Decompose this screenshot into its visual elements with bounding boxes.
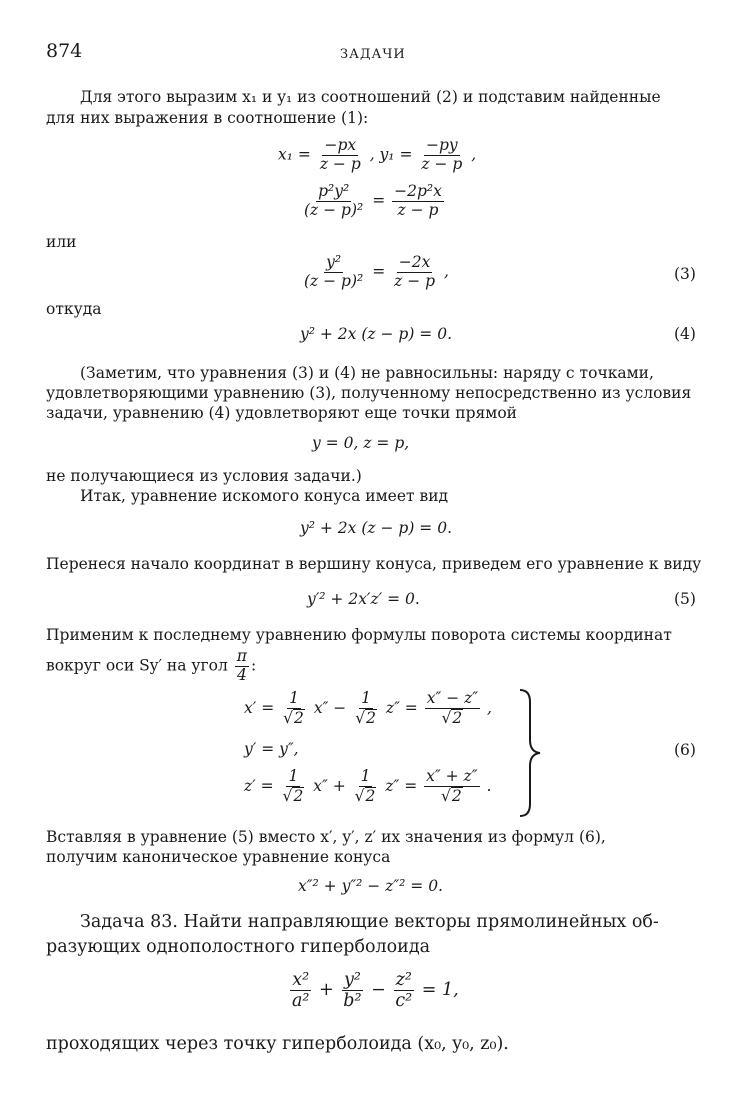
page-number: 874 <box>46 40 83 62</box>
substitution-line-1: Вставляя в уравнение (5) вместо x′, y′, z′ их значения из формул (6), <box>46 828 606 846</box>
cone-equation: y² + 2x (z − p) = 0. <box>300 519 452 537</box>
hyperboloid-equation: $\frac{\text{x²}}{\text{a²}}$ + $\frac{\text{y²}}{\text{b²}}$ − $\frac{\text{z²}}{\text{c²}}$ = 1, <box>292 970 459 1012</box>
running-title: ЗАДАЧИ <box>340 47 406 62</box>
fraction: $\frac{\text{y²}}{\text{(z − p)²}}$ <box>304 253 364 290</box>
task-83-line-2: разующих однополостного гиперболоида <box>46 937 431 957</box>
equation-4: y² + 2x (z − p) = 0. <box>300 325 452 343</box>
fraction: $\frac{-py}{z - p}$ <box>421 136 463 173</box>
note-line-4: не получающиеся из условия задачи.) <box>46 467 362 485</box>
canonical-equation: x″² + y″² − z″² = 0. <box>298 877 443 895</box>
right-brace <box>518 688 542 818</box>
word-or: или <box>46 233 77 251</box>
note-line-2: удовлетворяющими уравнению (3), полученному непосредственно из условия <box>46 384 692 402</box>
equation-4-label: (4) <box>674 325 696 343</box>
word-whence: откуда <box>46 300 102 318</box>
shift-line: Перенеся начало координат в вершину конуса, приведем его уравнение к виду <box>46 555 702 573</box>
note-line-3: задачи, уравнению (4) удовлетворяют еще точки прямой <box>46 404 517 422</box>
fraction-pi-over-4: $\frac{\pi}{4}$ <box>236 647 247 684</box>
fraction: $\frac{-2x}{z - p}$ <box>394 253 436 290</box>
fraction: $\frac{\text{p²y²}}{\text{(z − p)²}}$ <box>304 182 364 219</box>
equation-3: $\frac{\text{y²}}{\text{(z − p)²}}$ = $\frac{-2x}{z - p}$ , <box>304 253 449 290</box>
equation-3-label: (3) <box>674 265 696 283</box>
note-line-1: (Заметим, что уравнения (3) и (4) не равносильны: наряду с точками, <box>80 364 654 382</box>
task-83-line-1: Задача 83. Найти направляющие векторы прямолинейных об- <box>80 912 659 932</box>
rotation-formula-x: x′ = $\frac{1}{√2}$ x″ − $\frac{1}{√2}$ z″ = $\frac{x'' - z''}{√2}$ , <box>244 689 492 727</box>
fraction: $\frac{\text{−2p²x}}{z - p}$ <box>394 182 442 219</box>
substitution-line-2: получим каноническое уравнение конуса <box>46 848 391 866</box>
fraction: $\frac{-px}{z - p}$ <box>319 136 361 173</box>
intro-line-1: Для этого выразим x₁ и y₁ из соотношений (2) и подставим найденные <box>80 88 661 106</box>
equation-6-label: (6) <box>674 741 696 759</box>
rotation-formula-y: y′ = y″, <box>244 740 299 758</box>
equation-x1-y1: x₁ = $\frac{-px}{z - p}$ , y₁ = $\frac{-py}{z - p}$ , <box>278 136 477 173</box>
equation-substituted: $\frac{\text{p²y²}}{\text{(z − p)²}}$ = $\frac{\text{−2p²x}}{z - p}$ <box>304 182 442 219</box>
line-equation: y = 0, z = p, <box>312 434 410 452</box>
rotation-line-2: вокруг оси Sy′ на угол $\frac{\pi}{4}$ : <box>46 647 257 684</box>
rotation-line-1: Применим к последнему уравнению формулы поворота системы координат <box>46 626 672 644</box>
final-line: проходящих через точку гиперболоида (x₀, y₀, z₀). <box>46 1034 509 1054</box>
equation-5: y′² + 2x′z′ = 0. <box>307 590 420 608</box>
intro-line-2: для них выражения в соотношение (1): <box>46 109 369 127</box>
equation-5-label: (5) <box>674 590 696 608</box>
rotation-formula-z: z′ = $\frac{1}{√2}$ x″ + $\frac{1}{√2}$ z″ = $\frac{x'' + z''}{√2}$ . <box>244 767 492 805</box>
cone-line: Итак, уравнение искомого конуса имеет вид <box>80 487 449 505</box>
